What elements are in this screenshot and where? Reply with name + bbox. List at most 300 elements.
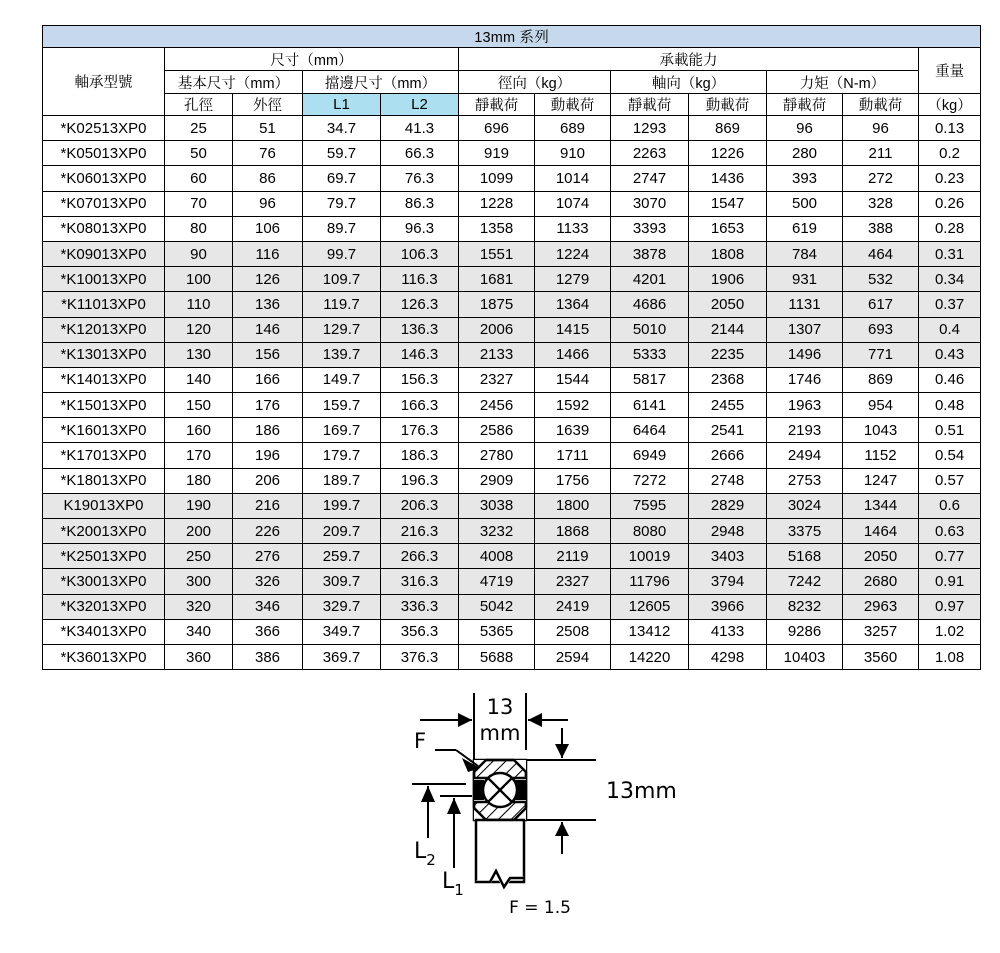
cell-axial-dynamic-load: 2829: [689, 493, 767, 518]
cell-l2-value: 96.3: [381, 216, 459, 241]
cell-outer-diameter: 116: [233, 241, 303, 266]
cell-moment-static-load: 280: [767, 141, 843, 166]
cell-outer-diameter: 216: [233, 493, 303, 518]
svg-text:L2: [414, 839, 436, 869]
cell-outer-diameter: 276: [233, 544, 303, 569]
cell-radial-dynamic-load: 1868: [535, 519, 611, 544]
cell-radial-static-load: 3038: [459, 493, 535, 518]
cell-moment-static-load: 1963: [767, 393, 843, 418]
cell-axial-dynamic-load: 2748: [689, 468, 767, 493]
cell-radial-static-load: 4008: [459, 544, 535, 569]
cell-model: *K05013XP0: [43, 141, 165, 166]
cell-moment-static-load: 1131: [767, 292, 843, 317]
cell-moment-dynamic-load: 771: [843, 342, 919, 367]
cell-l2-value: 166.3: [381, 393, 459, 418]
cell-radial-static-load: 5042: [459, 594, 535, 619]
header-axial-static: 靜載荷: [611, 94, 689, 116]
cell-l1-value: 209.7: [303, 519, 381, 544]
cell-axial-dynamic-load: 2948: [689, 519, 767, 544]
cell-moment-dynamic-load: 869: [843, 367, 919, 392]
bearing-inner-body: [476, 820, 524, 882]
table-row: [43, 116, 981, 141]
dimension-arrow-left: [458, 713, 472, 727]
cell-model: *K12013XP0: [43, 317, 165, 342]
cell-model: *K15013XP0: [43, 393, 165, 418]
cell-axial-static-load: 12605: [611, 594, 689, 619]
cell-axial-static-load: 6949: [611, 443, 689, 468]
cell-l2-value: 206.3: [381, 493, 459, 518]
cell-moment-static-load: 5168: [767, 544, 843, 569]
cell-radial-dynamic-load: 2508: [535, 619, 611, 644]
header-weight: 重量: [919, 48, 981, 94]
cell-axial-static-load: 5010: [611, 317, 689, 342]
cell-l2-value: 41.3: [381, 116, 459, 141]
cell-bore-diameter: 200: [165, 519, 233, 544]
height-dimension-label: 13mm: [606, 779, 677, 804]
header-subgroup-row: [43, 71, 981, 94]
table-row: [43, 594, 981, 619]
cell-moment-dynamic-load: 1344: [843, 493, 919, 518]
header-model: 軸承型號: [43, 48, 165, 116]
cell-radial-static-load: 2006: [459, 317, 535, 342]
cell-axial-static-load: 7272: [611, 468, 689, 493]
cell-bore-diameter: 180: [165, 468, 233, 493]
cell-bore-diameter: 80: [165, 216, 233, 241]
table-row: [43, 166, 981, 191]
cell-axial-dynamic-load: 2235: [689, 342, 767, 367]
cell-moment-static-load: 2753: [767, 468, 843, 493]
cell-radial-static-load: 696: [459, 116, 535, 141]
cell-axial-dynamic-load: 3794: [689, 569, 767, 594]
table-row: [43, 418, 981, 443]
cell-axial-dynamic-load: 3403: [689, 544, 767, 569]
cell-weight-value: 0.2: [919, 141, 981, 166]
cell-l1-value: 79.7: [303, 191, 381, 216]
cell-bore-diameter: 70: [165, 191, 233, 216]
cell-l1-value: 189.7: [303, 468, 381, 493]
cell-moment-dynamic-load: 1152: [843, 443, 919, 468]
cell-l1-value: 109.7: [303, 267, 381, 292]
cell-l2-value: 116.3: [381, 267, 459, 292]
cell-l1-value: 99.7: [303, 241, 381, 266]
cell-bore-diameter: 130: [165, 342, 233, 367]
cell-axial-static-load: 5817: [611, 367, 689, 392]
cell-radial-static-load: 919: [459, 141, 535, 166]
cell-weight-value: 0.6: [919, 493, 981, 518]
cell-l1-value: 159.7: [303, 393, 381, 418]
cell-axial-static-load: 8080: [611, 519, 689, 544]
cell-moment-dynamic-load: 1043: [843, 418, 919, 443]
cell-l1-value: 89.7: [303, 216, 381, 241]
cell-axial-static-load: 2747: [611, 166, 689, 191]
cell-outer-diameter: 51: [233, 116, 303, 141]
cell-model: *K30013XP0: [43, 569, 165, 594]
cell-l2-value: 176.3: [381, 418, 459, 443]
cell-l1-value: 169.7: [303, 418, 381, 443]
table-header: [43, 26, 981, 116]
cell-l1-value: 129.7: [303, 317, 381, 342]
specification-table-container: [42, 25, 972, 670]
header-bore: 孔徑: [165, 94, 233, 116]
cell-moment-dynamic-load: 617: [843, 292, 919, 317]
header-flange-dimension: 擋邊尺寸（mm）: [303, 71, 459, 94]
cell-outer-diameter: 146: [233, 317, 303, 342]
cell-moment-static-load: 2193: [767, 418, 843, 443]
cell-l2-value: 106.3: [381, 241, 459, 266]
cell-model: *K36013XP0: [43, 644, 165, 669]
cell-moment-dynamic-load: 3560: [843, 644, 919, 669]
cell-bore-diameter: 320: [165, 594, 233, 619]
cell-bore-diameter: 90: [165, 241, 233, 266]
cell-weight-value: 0.34: [919, 267, 981, 292]
table-row: [43, 619, 981, 644]
cell-bore-diameter: 300: [165, 569, 233, 594]
cell-l1-value: 349.7: [303, 619, 381, 644]
cell-l2-value: 266.3: [381, 544, 459, 569]
svg-text:L1: [442, 869, 464, 899]
cell-radial-dynamic-load: 1415: [535, 317, 611, 342]
table-row: [43, 191, 981, 216]
cell-axial-static-load: 3070: [611, 191, 689, 216]
header-l2: L2: [381, 94, 459, 116]
cell-l1-value: 34.7: [303, 116, 381, 141]
cell-moment-static-load: 1746: [767, 367, 843, 392]
cell-radial-dynamic-load: 1364: [535, 292, 611, 317]
cell-moment-static-load: 931: [767, 267, 843, 292]
title-row: [43, 26, 981, 48]
cell-l2-value: 136.3: [381, 317, 459, 342]
cell-bore-diameter: 140: [165, 367, 233, 392]
table-row: [43, 342, 981, 367]
cell-moment-dynamic-load: 2963: [843, 594, 919, 619]
cell-model: *K13013XP0: [43, 342, 165, 367]
cell-moment-dynamic-load: 954: [843, 393, 919, 418]
cell-moment-static-load: 3024: [767, 493, 843, 518]
cell-axial-static-load: 4201: [611, 267, 689, 292]
cell-outer-diameter: 136: [233, 292, 303, 317]
cell-moment-dynamic-load: 1464: [843, 519, 919, 544]
cell-radial-static-load: 2586: [459, 418, 535, 443]
cell-axial-static-load: 5333: [611, 342, 689, 367]
table-row: [43, 367, 981, 392]
table-row: [43, 569, 981, 594]
cell-model: *K07013XP0: [43, 191, 165, 216]
cell-l2-value: 216.3: [381, 519, 459, 544]
cell-moment-static-load: 1307: [767, 317, 843, 342]
height-arrow-top: [555, 744, 569, 758]
cell-radial-dynamic-load: 2594: [535, 644, 611, 669]
table-row: [43, 519, 981, 544]
cell-radial-dynamic-load: 1544: [535, 367, 611, 392]
cell-moment-dynamic-load: 464: [843, 241, 919, 266]
header-axial-dynamic: 動載荷: [689, 94, 767, 116]
cell-l2-value: 376.3: [381, 644, 459, 669]
cell-l2-value: 86.3: [381, 191, 459, 216]
cell-radial-static-load: 1551: [459, 241, 535, 266]
cell-weight-value: 0.43: [919, 342, 981, 367]
header-weight-unit: （kg）: [919, 94, 981, 116]
cell-outer-diameter: 176: [233, 393, 303, 418]
cell-radial-static-load: 2133: [459, 342, 535, 367]
header-radial-static: 靜載荷: [459, 94, 535, 116]
cell-moment-dynamic-load: 3257: [843, 619, 919, 644]
cell-radial-static-load: 3232: [459, 519, 535, 544]
cell-moment-dynamic-load: 2680: [843, 569, 919, 594]
l2-label: L: [414, 839, 427, 864]
table-row: [43, 267, 981, 292]
cell-radial-static-load: 1228: [459, 191, 535, 216]
cell-outer-diameter: 196: [233, 443, 303, 468]
cell-weight-value: 0.13: [919, 116, 981, 141]
cell-bore-diameter: 360: [165, 644, 233, 669]
l1-arrow: [447, 798, 461, 814]
l1-subscript: 1: [454, 881, 464, 899]
cell-radial-dynamic-load: 1224: [535, 241, 611, 266]
cell-axial-dynamic-load: 1226: [689, 141, 767, 166]
cell-l1-value: 149.7: [303, 367, 381, 392]
cell-weight-value: 0.28: [919, 216, 981, 241]
cell-radial-static-load: 5365: [459, 619, 535, 644]
cell-radial-dynamic-load: 1800: [535, 493, 611, 518]
dimension-arrow-right: [528, 713, 542, 727]
cell-axial-static-load: 3878: [611, 241, 689, 266]
header-dimensions-group: 尺寸（mm）: [165, 48, 459, 71]
cell-outer-diameter: 106: [233, 216, 303, 241]
cell-radial-static-load: 2909: [459, 468, 535, 493]
cell-radial-static-load: 4719: [459, 569, 535, 594]
cell-radial-dynamic-load: 1711: [535, 443, 611, 468]
header-moment-dynamic: 動載荷: [843, 94, 919, 116]
cell-l2-value: 146.3: [381, 342, 459, 367]
cell-l1-value: 119.7: [303, 292, 381, 317]
cell-bore-diameter: 150: [165, 393, 233, 418]
header-l1: L1: [303, 94, 381, 116]
cell-radial-dynamic-load: 2119: [535, 544, 611, 569]
cell-axial-dynamic-load: 1436: [689, 166, 767, 191]
cell-weight-value: 1.08: [919, 644, 981, 669]
cell-model: *K02513XP0: [43, 116, 165, 141]
cell-weight-value: 0.4: [919, 317, 981, 342]
cell-outer-diameter: 186: [233, 418, 303, 443]
cell-bore-diameter: 340: [165, 619, 233, 644]
table-row: [43, 241, 981, 266]
cell-moment-dynamic-load: 1247: [843, 468, 919, 493]
cell-radial-dynamic-load: 1074: [535, 191, 611, 216]
height-arrow-bottom: [555, 822, 569, 836]
cell-outer-diameter: 346: [233, 594, 303, 619]
cell-outer-diameter: 386: [233, 644, 303, 669]
table-row: [43, 468, 981, 493]
header-axial: 軸向（kg）: [611, 71, 767, 94]
cell-outer-diameter: 76: [233, 141, 303, 166]
cell-outer-diameter: 86: [233, 166, 303, 191]
table-row: [43, 317, 981, 342]
cell-moment-dynamic-load: 693: [843, 317, 919, 342]
cell-moment-static-load: 784: [767, 241, 843, 266]
cell-moment-dynamic-load: 2050: [843, 544, 919, 569]
cell-radial-dynamic-load: 1133: [535, 216, 611, 241]
header-field-row: [43, 94, 981, 116]
cell-axial-dynamic-load: 2144: [689, 317, 767, 342]
cell-moment-static-load: 2494: [767, 443, 843, 468]
cell-outer-diameter: 326: [233, 569, 303, 594]
cell-weight-value: 0.91: [919, 569, 981, 594]
cell-radial-static-load: 2780: [459, 443, 535, 468]
cell-l1-value: 259.7: [303, 544, 381, 569]
cell-axial-static-load: 11796: [611, 569, 689, 594]
cell-axial-dynamic-load: 1808: [689, 241, 767, 266]
cell-weight-value: 0.97: [919, 594, 981, 619]
cell-l2-value: 336.3: [381, 594, 459, 619]
cell-l2-value: 66.3: [381, 141, 459, 166]
cell-axial-dynamic-load: 2455: [689, 393, 767, 418]
cell-axial-static-load: 6464: [611, 418, 689, 443]
cell-l1-value: 369.7: [303, 644, 381, 669]
cell-outer-diameter: 166: [233, 367, 303, 392]
cell-radial-dynamic-load: 1279: [535, 267, 611, 292]
cell-weight-value: 0.26: [919, 191, 981, 216]
cell-moment-static-load: 9286: [767, 619, 843, 644]
cell-axial-dynamic-load: 2541: [689, 418, 767, 443]
f-value-caption: F = 1.5: [509, 898, 571, 918]
table-body: [43, 116, 981, 670]
cell-weight-value: 0.57: [919, 468, 981, 493]
cell-moment-static-load: 500: [767, 191, 843, 216]
width-dimension-unit: mm: [479, 721, 521, 745]
cell-l1-value: 309.7: [303, 569, 381, 594]
cell-l2-value: 156.3: [381, 367, 459, 392]
cell-radial-dynamic-load: 2419: [535, 594, 611, 619]
cell-moment-dynamic-load: 328: [843, 191, 919, 216]
cell-moment-dynamic-load: 96: [843, 116, 919, 141]
l2-subscript: 2: [426, 851, 436, 869]
cell-model: *K18013XP0: [43, 468, 165, 493]
cell-axial-dynamic-load: 2050: [689, 292, 767, 317]
cell-moment-static-load: 393: [767, 166, 843, 191]
cell-axial-static-load: 3393: [611, 216, 689, 241]
cell-moment-static-load: 96: [767, 116, 843, 141]
cell-outer-diameter: 366: [233, 619, 303, 644]
cell-model: *K17013XP0: [43, 443, 165, 468]
cell-model: *K16013XP0: [43, 418, 165, 443]
cell-model: *K14013XP0: [43, 367, 165, 392]
cell-moment-static-load: 619: [767, 216, 843, 241]
cell-weight-value: 0.54: [919, 443, 981, 468]
cell-radial-static-load: 1099: [459, 166, 535, 191]
cell-moment-dynamic-load: 532: [843, 267, 919, 292]
cell-radial-static-load: 2456: [459, 393, 535, 418]
cell-radial-dynamic-load: 1639: [535, 418, 611, 443]
cell-model: *K11013XP0: [43, 292, 165, 317]
cell-l1-value: 59.7: [303, 141, 381, 166]
cell-model: *K10013XP0: [43, 267, 165, 292]
cell-model: K19013XP0: [43, 493, 165, 518]
f-label: F: [414, 729, 427, 753]
cell-l2-value: 316.3: [381, 569, 459, 594]
cell-axial-static-load: 13412: [611, 619, 689, 644]
table-row: [43, 393, 981, 418]
cell-axial-static-load: 1293: [611, 116, 689, 141]
cell-l2-value: 76.3: [381, 166, 459, 191]
cell-l2-value: 196.3: [381, 468, 459, 493]
cell-weight-value: 0.46: [919, 367, 981, 392]
header-moment: 力矩（N-m）: [767, 71, 919, 94]
cell-radial-dynamic-load: 1466: [535, 342, 611, 367]
cell-model: *K09013XP0: [43, 241, 165, 266]
cell-bore-diameter: 110: [165, 292, 233, 317]
cell-outer-diameter: 156: [233, 342, 303, 367]
cell-axial-dynamic-load: 869: [689, 116, 767, 141]
table-row: [43, 292, 981, 317]
cell-weight-value: 0.77: [919, 544, 981, 569]
cell-axial-dynamic-load: 1906: [689, 267, 767, 292]
table-row: [43, 443, 981, 468]
cell-moment-dynamic-load: 211: [843, 141, 919, 166]
cell-l2-value: 186.3: [381, 443, 459, 468]
header-radial: 徑向（kg）: [459, 71, 611, 94]
cell-bore-diameter: 50: [165, 141, 233, 166]
cell-radial-static-load: 1875: [459, 292, 535, 317]
table-row: [43, 644, 981, 669]
cell-model: *K20013XP0: [43, 519, 165, 544]
cell-weight-value: 0.48: [919, 393, 981, 418]
cell-axial-dynamic-load: 2368: [689, 367, 767, 392]
l2-arrow: [421, 786, 435, 802]
width-dimension-value: 13: [486, 695, 514, 719]
cell-outer-diameter: 96: [233, 191, 303, 216]
table-row: [43, 544, 981, 569]
cell-axial-dynamic-load: 2666: [689, 443, 767, 468]
cell-outer-diameter: 206: [233, 468, 303, 493]
cell-l1-value: 329.7: [303, 594, 381, 619]
cell-moment-dynamic-load: 388: [843, 216, 919, 241]
cell-model: *K25013XP0: [43, 544, 165, 569]
header-basic-dimension: 基本尺寸（mm）: [165, 71, 303, 94]
table-row: [43, 141, 981, 166]
header-moment-static: 靜載荷: [767, 94, 843, 116]
cell-axial-dynamic-load: 1547: [689, 191, 767, 216]
cell-model: *K08013XP0: [43, 216, 165, 241]
cell-radial-static-load: 5688: [459, 644, 535, 669]
cell-axial-dynamic-load: 4298: [689, 644, 767, 669]
cell-moment-dynamic-load: 272: [843, 166, 919, 191]
header-group-row: [43, 48, 981, 71]
cell-weight-value: 0.63: [919, 519, 981, 544]
cell-radial-dynamic-load: 910: [535, 141, 611, 166]
cell-radial-dynamic-load: 689: [535, 116, 611, 141]
cell-moment-static-load: 8232: [767, 594, 843, 619]
cell-bore-diameter: 250: [165, 544, 233, 569]
cell-radial-static-load: 1681: [459, 267, 535, 292]
cell-radial-dynamic-load: 1014: [535, 166, 611, 191]
cell-weight-value: 0.37: [919, 292, 981, 317]
cell-l1-value: 199.7: [303, 493, 381, 518]
cell-moment-static-load: 1496: [767, 342, 843, 367]
cell-axial-dynamic-load: 4133: [689, 619, 767, 644]
header-capacity-group: 承載能力: [459, 48, 919, 71]
cell-axial-static-load: 10019: [611, 544, 689, 569]
cell-radial-static-load: 1358: [459, 216, 535, 241]
table-row: [43, 493, 981, 518]
cell-bore-diameter: 190: [165, 493, 233, 518]
cell-model: *K06013XP0: [43, 166, 165, 191]
bearing-specification-table: [42, 25, 981, 670]
cell-model: *K34013XP0: [43, 619, 165, 644]
cell-model: *K32013XP0: [43, 594, 165, 619]
cell-weight-value: 1.02: [919, 619, 981, 644]
cell-axial-static-load: 7595: [611, 493, 689, 518]
cell-weight-value: 0.31: [919, 241, 981, 266]
